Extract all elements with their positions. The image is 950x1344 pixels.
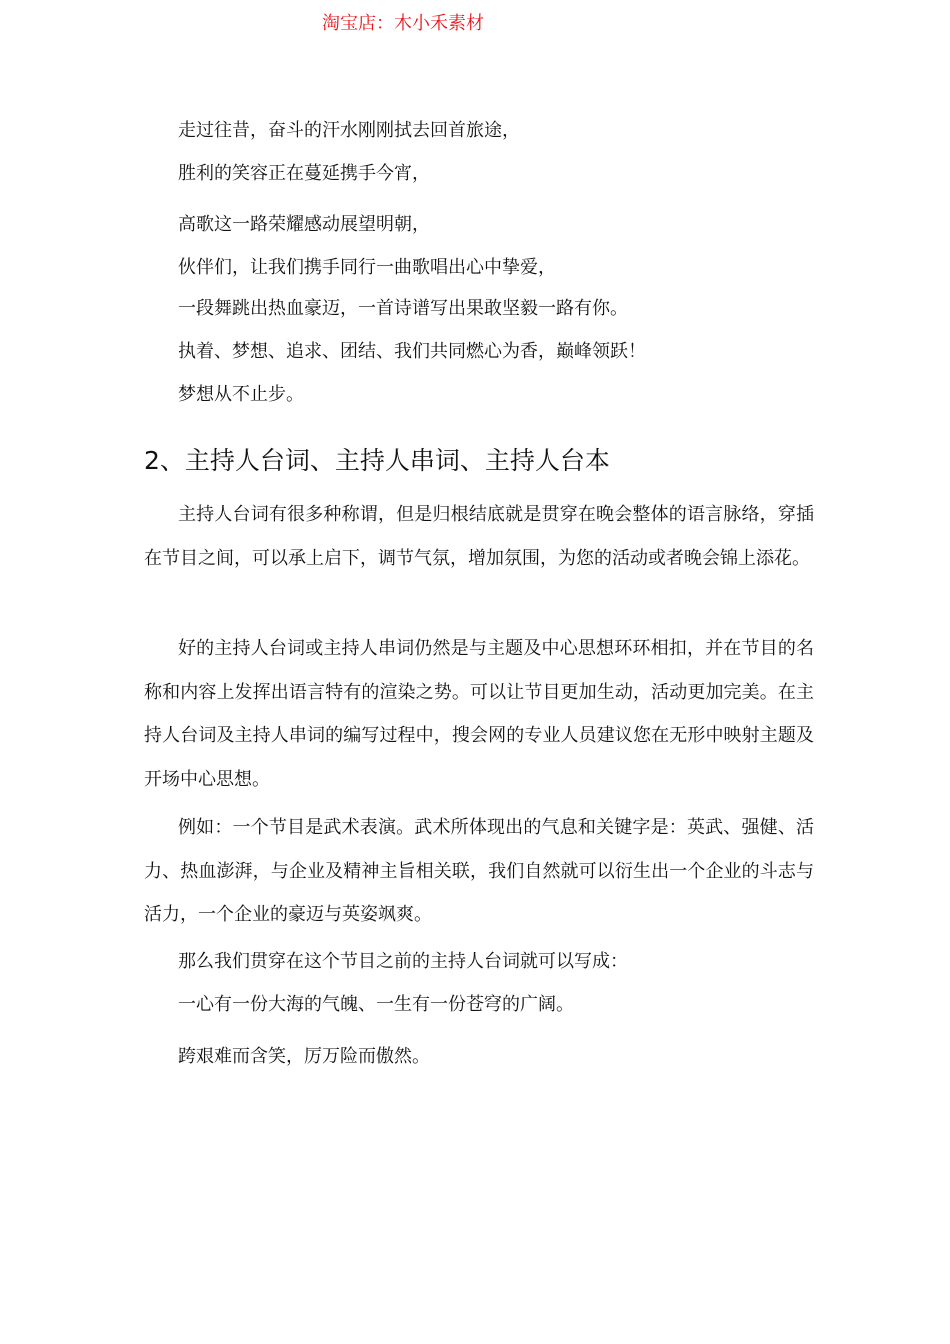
- poem-line: 高歌这一路荣耀感动展望明朝，: [178, 214, 430, 235]
- shop-watermark: 淘宝店：木小禾素材: [322, 13, 484, 34]
- poem-line: 伙伴们，让我们携手同行一曲歌唱出心中挚爱，: [178, 257, 556, 278]
- poem-line: 梦想从不止步。: [178, 384, 304, 405]
- section-heading: 2、主持人台词、主持人串词、主持人台本: [144, 446, 610, 475]
- poem-line: 执着、梦想、追求、团结、我们共同燃心为香，巅峰领跃！: [178, 341, 646, 362]
- body-line: 那么我们贯穿在这个节目之前的主持人台词就可以写成：: [178, 951, 628, 972]
- body-paragraph: 好的主持人台词或主持人串词仍然是与主题及中心思想环环相扣，并在节目的名称和内容上发挥出语言特有的渲染之势。可以让节目更加生动，活动更加完美。在主持人台词及主持人串词的编写过程中，搜会网的专业人员建议您在无形中映射主题及开场中心思想。: [144, 638, 814, 790]
- poem-line: 走过往昔，奋斗的汗水刚刚拭去回首旅途，: [178, 120, 520, 141]
- body-paragraph: 例如：一个节目是武术表演。武术所体现出的气息和关键字是：英武、强健、活力、热血澎湃，与企业及精神主旨相关联，我们自然就可以衍生出一个企业的斗志与活力，一个企业的豪迈与英姿飒爽。: [144, 817, 814, 926]
- body-line: 跨艰难而含笑，厉万险而傲然。: [178, 1046, 430, 1067]
- poem-line: 胜利的笑容正在蔓延携手今宵，: [178, 163, 430, 184]
- body-paragraph: 主持人台词有很多种称谓，但是归根结底就是贯穿在晚会整体的语言脉络，穿插在节目之间，可以承上启下，调节气氛，增加氛围，为您的活动或者晚会锦上添花。: [144, 504, 814, 569]
- body-line: 一心有一份大海的气魄、一生有一份苍穹的广阔。: [178, 994, 574, 1015]
- poem-line: 一段舞跳出热血豪迈，一首诗谱写出果敢坚毅一路有你。: [178, 298, 628, 319]
